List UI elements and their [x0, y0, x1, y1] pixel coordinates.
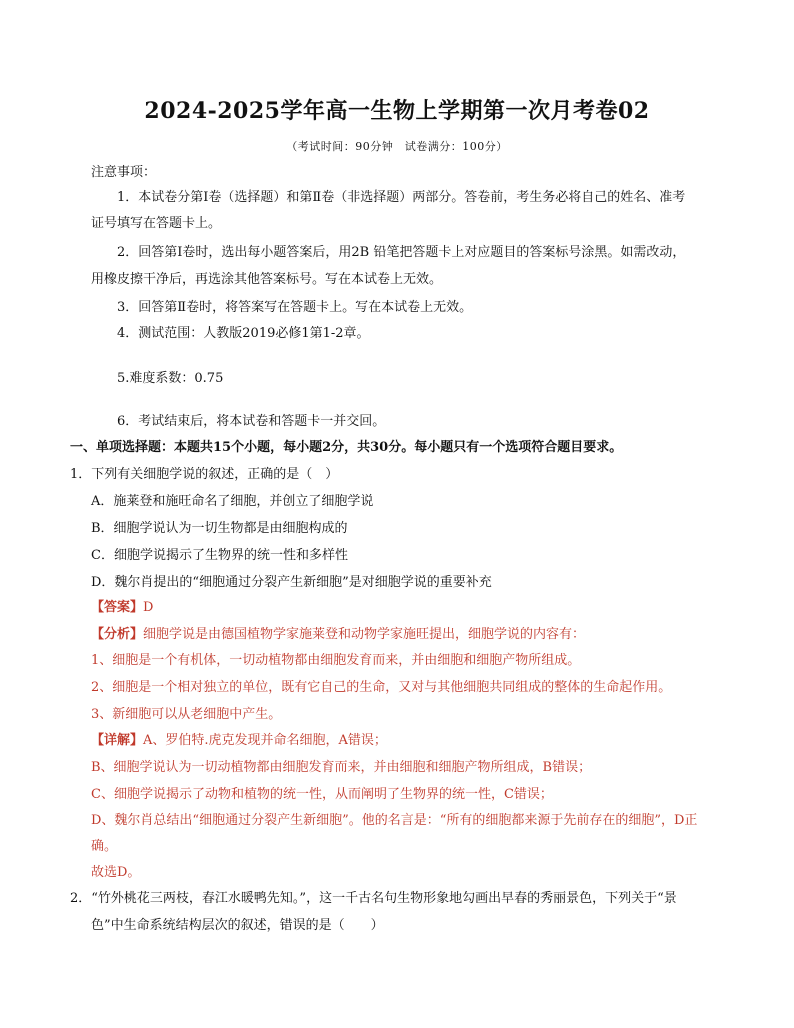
note-line: 4．测试范围：人教版2019必修1第1-2章。 [117, 326, 370, 341]
detail-line: 确。 [91, 839, 118, 854]
note-line: 2．回答第Ⅰ卷时，选出每小题答案后，用2B 铅笔把答题卡上对应题目的答案标号涂黑。如需改动， [117, 245, 686, 260]
question-2-stem: 色”中生命系统结构层次的叙述，错误的是（ ） [91, 918, 384, 933]
note-line: 证号填写在答题卡上。 [91, 216, 222, 231]
page-title: 2024-2025学年高一生物上学期第一次月考卷02 [144, 98, 650, 124]
detail-line: B、细胞学说认为一切动植物都由细胞发育而来，并由细胞和细胞产物所组成，B错误； [91, 760, 592, 775]
question-1-option-d: D．魏尔肖提出的“细胞通过分裂产生新细胞”是对细胞学说的重要补充 [91, 575, 492, 590]
note-line: 6．考试结束后，将本试卷和答题卡一并交回。 [117, 414, 386, 429]
note-line: 1．本试卷分第Ⅰ卷（选择题）和第Ⅱ卷（非选择题）两部分。答卷前，考生务必将自己的姓名、准考 [117, 190, 686, 205]
notes-heading: 注意事项： [91, 165, 157, 180]
analysis-point: 1、细胞是一个有机体，一切动植物都由细胞发育而来，并由细胞和细胞产物所组成。 [91, 653, 581, 668]
answer-value: D [143, 600, 154, 615]
detail-line [91, 732, 387, 750]
analysis-point: 2、细胞是一个相对独立的单位，既有它自己的生命，又对与其他细胞共同组成的整体的生命起作用。 [91, 680, 672, 695]
analysis-point: 3、新细胞可以从老细胞中产生。 [91, 707, 282, 722]
detail-text: A、罗伯特.虎克发现并命名细胞，A错误； [143, 733, 387, 748]
question-1-stem: 1．下列有关细胞学说的叙述，正确的是（ ） [70, 467, 339, 482]
detail-tag: 【详解】 [91, 733, 144, 748]
note-line: 5.难度系数：0.75 [117, 371, 224, 386]
section-heading: 一、单项选择题：本题共15个小题，每小题2分，共30分。每小题只有一个选项符合题目要求。 [70, 440, 623, 455]
conclusion-line: 故选D。 [91, 865, 141, 880]
question-1-option-a: A．施莱登和施旺命名了细胞，并创立了细胞学说 [91, 494, 374, 509]
answer-tag: 【答案】 [91, 600, 144, 615]
detail-line: D、魏尔肖总结出“细胞通过分裂产生新细胞”。他的名言是：“所有的细胞都来源于先前存在的细胞”，D正 [91, 813, 698, 828]
answer-line [91, 599, 153, 617]
detail-line: C、细胞学说揭示了动物和植物的统一性，从而阐明了生物界的统一性，C错误； [91, 787, 553, 802]
analysis-tag: 【分析】 [91, 627, 144, 642]
question-2-stem: 2．“竹外桃花三两枝，春江水暖鸭先知。”，这一千古名句生物形象地勾画出早春的秀丽景色，下列关于“景 [70, 891, 677, 906]
note-line: 用橡皮擦干净后，再选涂其他答案标号。写在本试卷上无效。 [91, 272, 443, 287]
question-1-option-b: B．细胞学说认为一切生物都是由细胞构成的 [91, 521, 348, 536]
analysis-line [91, 626, 585, 644]
note-line: 3．回答第Ⅱ卷时，将答案写在答题卡上。写在本试卷上无效。 [117, 300, 473, 315]
exam-info: （考试时间：90分钟 试卷满分：100分） [286, 140, 508, 153]
question-1-option-c: C．细胞学说揭示了生物界的统一性和多样性 [91, 548, 348, 563]
analysis-text: 细胞学说是由德国植物学家施莱登和动物学家施旺提出，细胞学说的内容有： [143, 627, 586, 642]
